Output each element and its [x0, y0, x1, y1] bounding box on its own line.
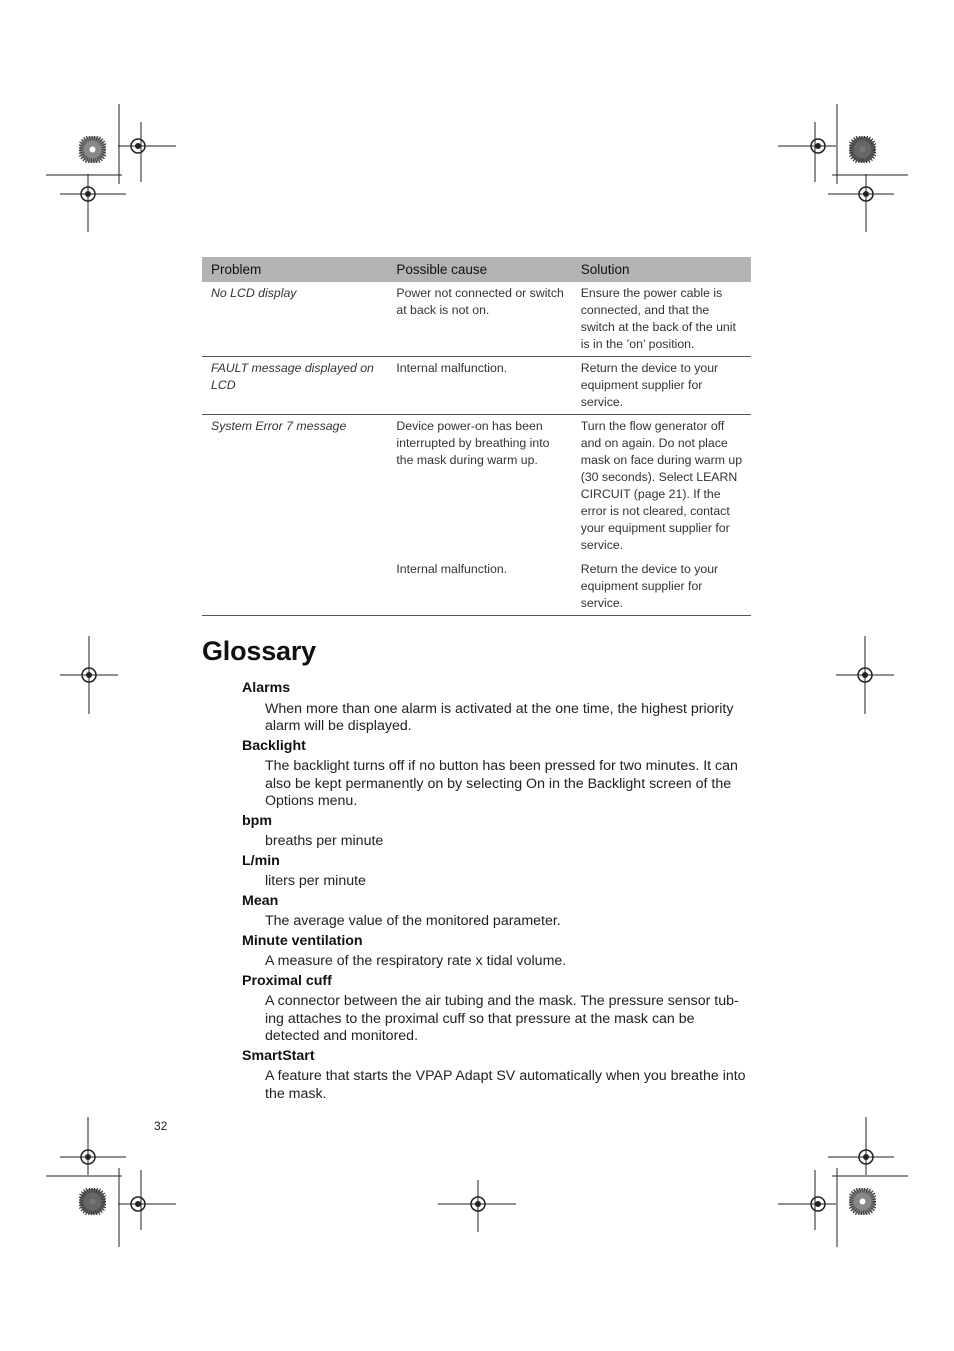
problem-cell — [202, 557, 387, 616]
table-row — [202, 357, 751, 415]
table-row — [202, 557, 751, 616]
glossary-entry — [242, 933, 752, 971]
registration-wheel-icon — [79, 136, 106, 163]
problem-cell: No LCD display — [202, 282, 387, 357]
solution-cell: Return the device to your equipment supplier for service. — [572, 357, 751, 415]
registration-crosshair-icon — [438, 1180, 518, 1240]
glossary-definition: When more than one alarm is activated at the one time, the highest priority alarm will be displayed. — [265, 700, 734, 734]
page-number: 32 — [154, 1119, 168, 1133]
glossary-term: L/min — [242, 852, 280, 869]
glossary-entry — [242, 973, 752, 1046]
column-header-solution: Solution — [572, 257, 751, 282]
glossary-entry — [242, 1048, 752, 1104]
solution-cell: Return the device to your equipment supplier for service. — [572, 557, 751, 616]
troubleshooting-table — [202, 257, 751, 616]
glossary-definition: A connector between the air tubing and the mask. The pressure sensor tub-ing attaches to the proximal cuff so that pressure at the mask can be detected and monitored. — [265, 993, 739, 1044]
registration-wheel-icon — [849, 136, 876, 163]
registration-crosshair-icon — [828, 1117, 908, 1177]
cause-cell: Internal malfunction. — [387, 557, 571, 616]
solution-cell: Ensure the power cable is connected, and that the switch at the back of the unit is in the ’on’ position. — [572, 282, 751, 357]
glossary-term: SmartStart — [242, 1047, 315, 1064]
registration-wheel-icon — [79, 1188, 106, 1215]
problem-cell: FAULT message displayed on LCD — [202, 357, 387, 415]
registration-wheel-icon — [849, 1188, 876, 1215]
glossary-definition: The average value of the monitored parameter. — [265, 913, 561, 929]
solution-cell: Turn the flow generator off and on again. Do not place mask on face during warm up (30 seconds). Select LEARN CIRCUIT (page 21). If the error is not cleared, contact your equipment supplier for service. — [580, 419, 743, 552]
registration-crosshair-icon — [60, 636, 120, 716]
table-row — [202, 282, 751, 357]
glossary-entry — [242, 813, 752, 851]
table-row — [202, 415, 751, 558]
glossary-heading: Glossary — [202, 636, 316, 666]
glossary-definition: A measure of the respiratory rate x tidal volume. — [265, 953, 567, 969]
glossary-definition: liters per minute — [265, 873, 366, 889]
registration-crosshair-icon — [836, 636, 896, 716]
column-header-problem: Problem — [202, 257, 387, 282]
glossary-entry — [242, 853, 752, 891]
registration-crosshair-icon — [46, 174, 126, 234]
glossary-term: Alarms — [242, 680, 291, 696]
cause-cell: Internal malfunction. — [387, 357, 571, 415]
glossary-term: Mean — [242, 892, 279, 909]
registration-crosshair-icon — [828, 174, 908, 234]
glossary-entry — [242, 680, 752, 736]
glossary-definition: The backlight turns off if no button has been pressed for two minutes. It can also be kept permanently on by selecting On in the Backlight screen of the Options menu. — [265, 758, 738, 809]
glossary-entry — [242, 738, 752, 811]
cause-cell: Device power-on has been interrupted by breathing into the mask during warm up. — [396, 419, 550, 467]
registration-crosshair-icon — [778, 1168, 838, 1248]
glossary-definition: breaths per minute — [265, 833, 384, 849]
glossary-list — [242, 680, 752, 1105]
registration-crosshair-icon — [46, 1117, 126, 1177]
glossary-term: Minute ventilation — [242, 932, 363, 949]
registration-crosshair-icon — [118, 1168, 178, 1248]
registration-crosshair-icon — [778, 104, 838, 184]
glossary-entry — [242, 893, 752, 931]
glossary-term: bpm — [242, 812, 272, 829]
cause-cell: Power not connected or switch at back is not on. — [387, 282, 571, 357]
table-header-row — [202, 257, 751, 282]
registration-crosshair-icon — [118, 104, 178, 184]
column-header-possible-cause: Possible cause — [387, 257, 571, 282]
problem-cell: System Error 7 message — [211, 419, 347, 433]
glossary-term: Proximal cuff — [242, 972, 332, 989]
glossary-definition: A feature that starts the VPAP Adapt SV automatically when you breathe into the mask. — [265, 1068, 746, 1102]
glossary-term: Backlight — [242, 737, 306, 754]
